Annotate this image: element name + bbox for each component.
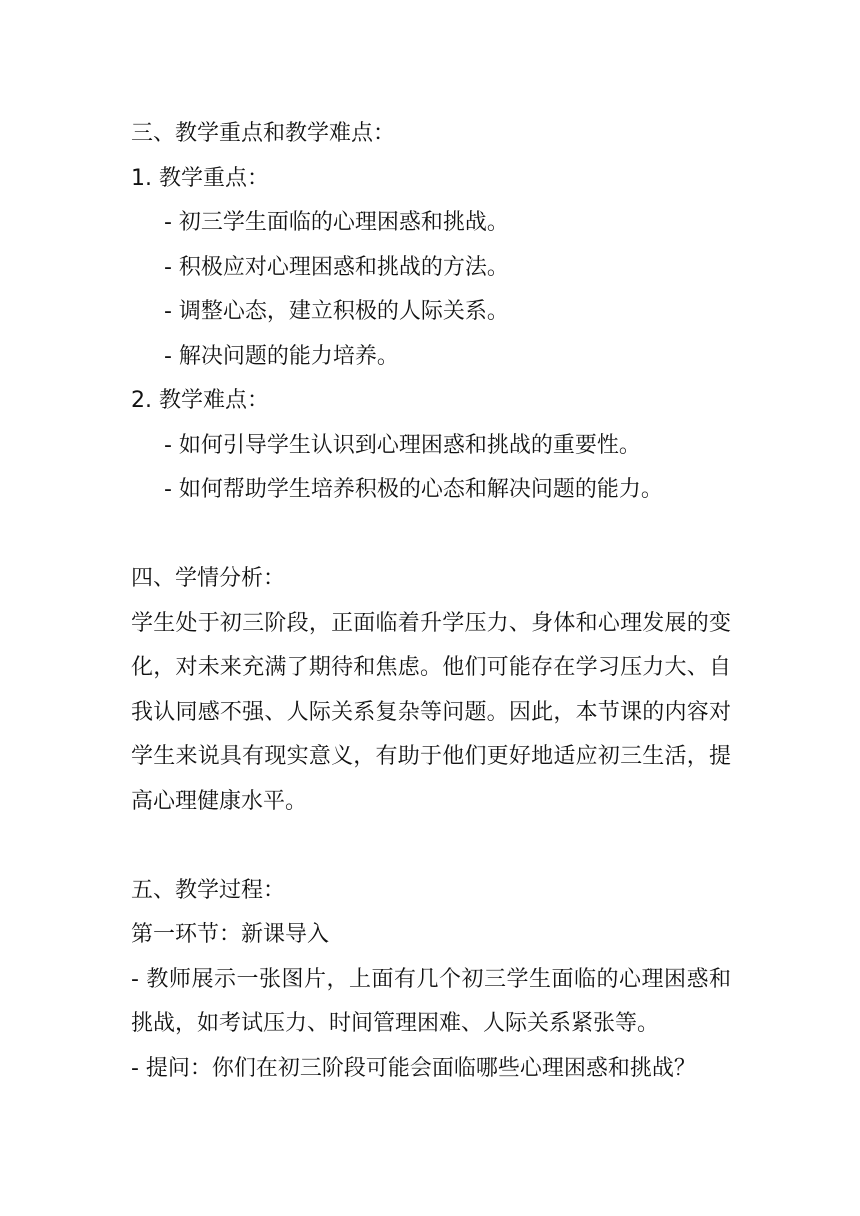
analysis-paragraph: 学生处于初三阶段，正面临着升学压力、身体和心理发展的变化，对未来充满了期待和焦虑。他们可能存在学习压力大、自我认同感不强、人际关系复杂等问题。因此，本节课的内容对学生来说具有现实意义，有助于他们更好地适应初三生活，提高心理健康水平。 [131, 610, 731, 814]
list-number: 1. [131, 165, 152, 191]
subheading-label: 教学难点： [159, 388, 270, 413]
section-heading-5: 五、教学过程： [131, 877, 286, 903]
list-item: - 解决问题的能力培养。 [164, 343, 399, 369]
list-item: - 积极应对心理困惑和挑战的方法。 [164, 254, 509, 280]
process-item: - 教师展示一张图片，上面有几个初三学生面临的心理困惑和挑战，如考试压力、时间管理困难、人际关系紧张等。 [131, 966, 731, 1036]
subheading-key-points [131, 157, 731, 202]
subheading-label: 教学重点： [159, 165, 270, 191]
section-heading-3: 三、教学重点和教学难点： [131, 121, 396, 146]
section-heading-4: 四、学情分析： [131, 566, 286, 591]
list-item: - 调整心态，建立积极的人际关系。 [164, 299, 509, 324]
subheading-difficulties [131, 379, 731, 424]
spacer [131, 513, 731, 558]
process-item: - 提问：你们在初三阶段可能会面临哪些心理困惑和挑战？ [131, 1055, 696, 1081]
step-title: 第一环节：新课导入 [131, 922, 330, 947]
list-item: - 如何帮助学生培养积极的心态和解决问题的能力。 [164, 477, 663, 502]
spacer [131, 824, 731, 869]
list-number: 2. [131, 388, 152, 413]
list-item: - 初三学生面临的心理困惑和挑战。 [164, 210, 509, 235]
document-content [131, 112, 731, 1091]
list-item: - 如何引导学生认识到心理困惑和挑战的重要性。 [164, 432, 641, 458]
